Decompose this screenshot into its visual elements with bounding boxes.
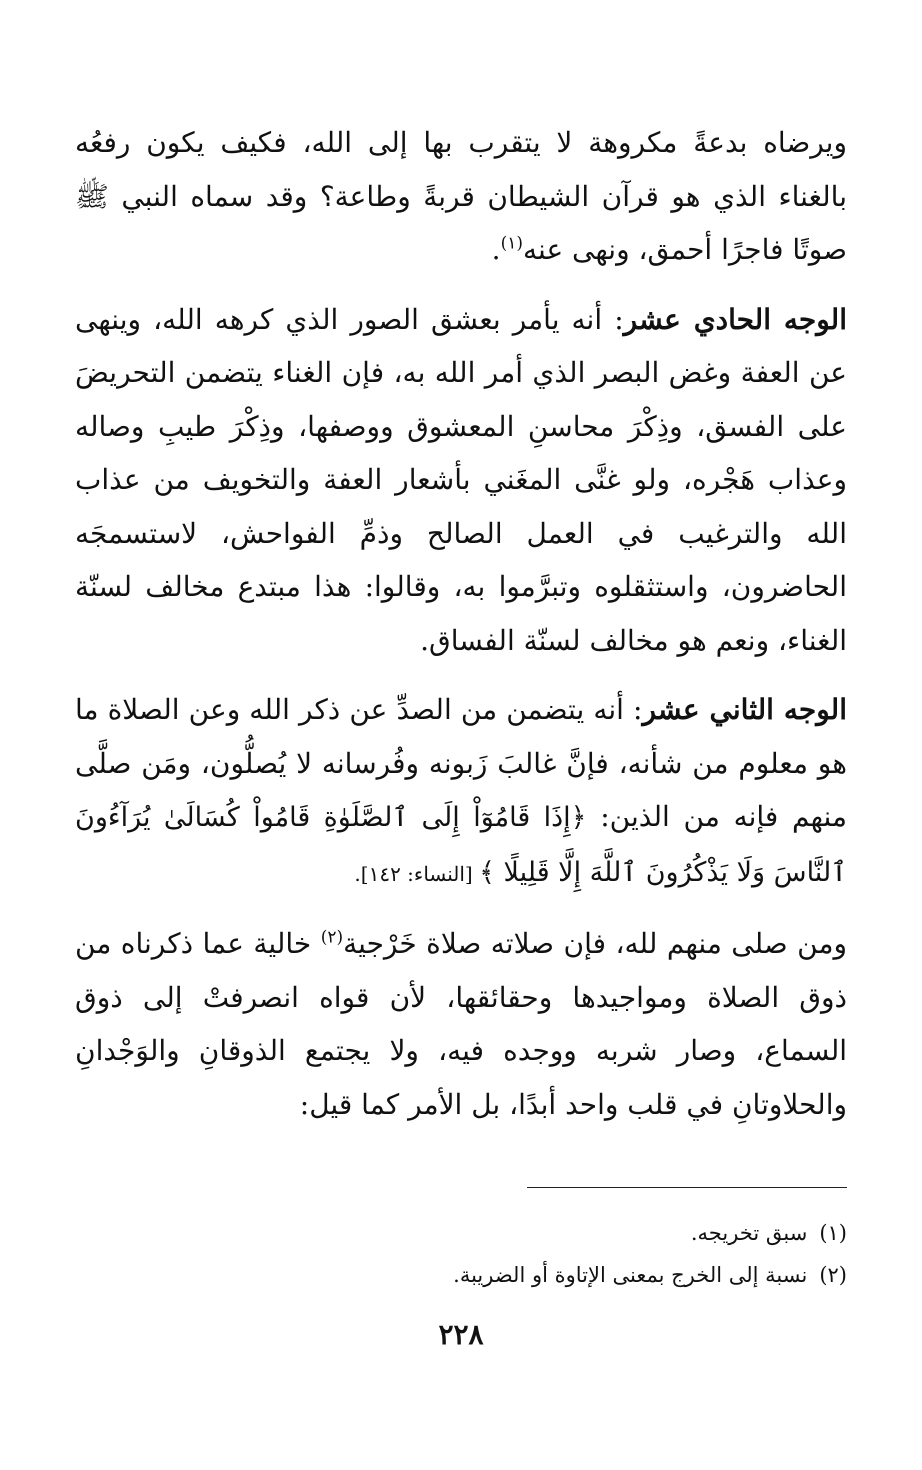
- paragraph-4-text-a: ومن صلى منهم لله، فإن صلاته صلاة خَرْجية: [343, 927, 847, 960]
- paragraph-3: [75, 683, 847, 901]
- paragraph-2: [75, 293, 847, 668]
- footnote-1: [75, 1212, 847, 1254]
- footnote-text: نسبة إلى الخرج بمعنى الإتاوة أو الضريبة.: [453, 1263, 808, 1287]
- footnote-ref-1: (١): [500, 233, 523, 254]
- footnote-number: (١): [819, 1221, 847, 1245]
- footnote-number: (٢): [819, 1263, 847, 1287]
- quran-verse: ﴿إِذَا قَامُوٓاْ إِلَى ٱلصَّلَوٰةِ قَامُواْ كُسَالَىٰ يُرَآءُونَ ٱلنَّاسَ وَلَا يَذْكُرُونَ ٱللَّهَ إِلَّا قَلِيلًا ﴾: [75, 802, 847, 888]
- footnote-text: سبق تخريجه.: [690, 1221, 808, 1245]
- footnotes: [75, 1212, 847, 1296]
- main-text: [75, 116, 847, 1147]
- paragraph-4-text-b: خالية عما ذكرناه من ذوق الصلاة ومواجيدها وحقائقها، لأن قواه انصرفتْ إلى ذوق السماع، وصار شربه ووجده فيه، ولا يجتمع الذوقانِ والوَجْدانِ والحلاوتانِ في قلب واحد أبدًا، بل الأمر كما قيل:: [75, 927, 847, 1121]
- paragraph-1: [75, 116, 847, 277]
- section-heading-12: الوجه الثاني عشر: [642, 693, 847, 726]
- verse-reference: [النساء: ١٤٢].: [354, 861, 480, 886]
- paragraph-4: [75, 917, 847, 1131]
- page-number: ٢٢٨: [438, 1318, 484, 1351]
- paragraph-1-end: .: [491, 233, 501, 266]
- footnote-divider: [527, 1187, 847, 1188]
- section-heading-11: الوجه الحادي عشر: [623, 302, 847, 336]
- paragraph-3-text: : أنه يتضمن من الصدِّ عن ذكر الله وعن الصلاة ما هو معلوم من شأنه، فإنَّ غالبَ زَبونه وفُرسانه لا يُصلُّون، ومَن صلَّى منهم فإنه من الذين:: [75, 693, 847, 833]
- paragraph-1-text: ويرضاه بدعةً مكروهة لا يتقرب بها إلى الله، فكيف يكون رفعُه بالغناء الذي هو قرآن الشيطان قربةً وطاعة؟ وقد سماه النبي ﷺ صوتًا فاجرًا أحمق، ونهى عنه: [75, 126, 847, 266]
- footnote-ref-2: (٢): [320, 927, 344, 948]
- footnote-2: [75, 1254, 847, 1296]
- paragraph-2-text: : أنه يأمر بعشق الصور الذي كرهه الله، وينهى عن العفة وغض البصر الذي أمر الله به، فإن الغناء يتضمن التحريضَ على الفسق، وذِكْرَ محاسنِ المعشوق ووصفها، وذِكْرَ طيبِ وصاله وعذاب هَجْره، ولو غنَّى المغَني بأشعار العفة والتخويف من عذاب الله والترغيب في العمل الصالح وذمِّ الفواحش، لاستسمجَه الحاضرون، واستثقلوه وتبرَّموا به، وقالوا: هذا مبتدع مخالف لسنّة الغناء، ونعم هو مخالف لسنّة الفساق.: [75, 302, 847, 657]
